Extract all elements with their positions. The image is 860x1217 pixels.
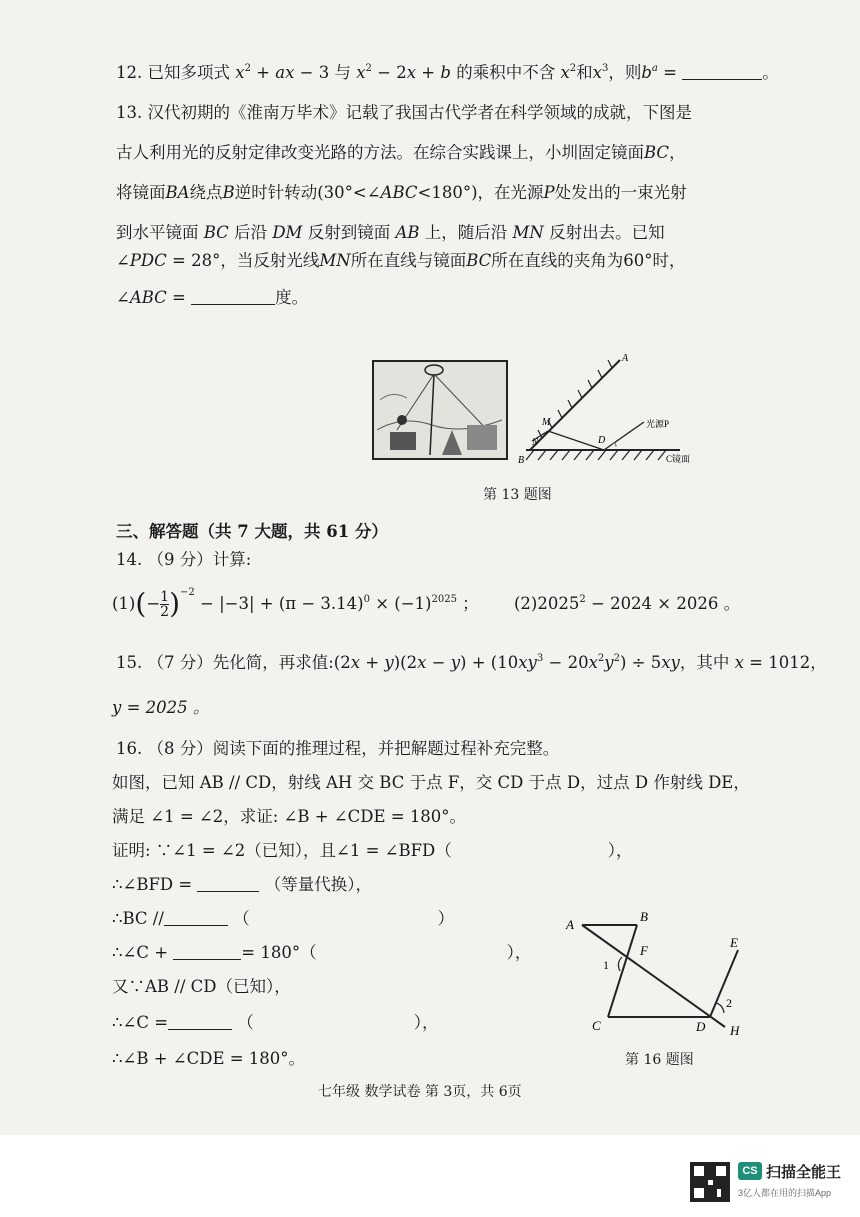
q16-line-1: 如图，已知 AB // CD，射线 AH 交 BC 于点 F，交 CD 于点 D，过点 D 作射线 DE， bbox=[112, 773, 750, 792]
q16-step-7: ∴∠B + ∠CDE = 180°。 bbox=[112, 1049, 306, 1068]
q14-p2-label: (2) bbox=[514, 594, 538, 613]
q13-l3e: 处发出的一束光射 bbox=[554, 183, 687, 202]
q13-line-4: 到水平镜面 BC 后沿 DM 反射到镜面 AB 上，随后沿 MN 反射出去。已知 bbox=[116, 223, 665, 242]
q13-line-2: 古人利用光的反射定律改变光路的方法。在综合实践课上，小圳固定镜面BC， bbox=[116, 143, 686, 162]
q14-part-1: (1)(− $\frac{1}{2}$ )$^{-2} - |-3| + (\pi - 3.14)^0 \times (-1)^{2025}$ ； bbox=[112, 587, 479, 620]
q16-step-5: 又∵AB // CD（已知）， bbox=[112, 977, 291, 996]
q16-step-2 bbox=[112, 874, 372, 896]
scanner-slogan: 3亿人都在用的扫描App bbox=[738, 1188, 832, 1198]
camscanner-logo: CS bbox=[738, 1162, 762, 1180]
q13-line-1: 13. 汉代初期的《淮南万毕术》记载了我国古代学者在科学领域的成就，下图是 bbox=[116, 103, 692, 122]
q16-label-a: A bbox=[566, 917, 574, 932]
q13-label-mirror: C镜面 bbox=[666, 454, 691, 464]
q14-part-2: $(2)2025^2 - 2024 \times 2026$ 。 bbox=[514, 594, 741, 613]
q12-suffix: 的乘积中不含 bbox=[456, 63, 556, 82]
q16-blank-2[interactable] bbox=[197, 875, 259, 892]
q13-l5a: 当反射光线 bbox=[236, 251, 320, 270]
q13-l5b: 所在直线与镜面 bbox=[350, 251, 467, 270]
q14-p1-label: (1) bbox=[112, 594, 136, 613]
q13-line-5: ∠PDC = 28°，当反射光线MN所在直线与镜面BC所在直线的夹角为60°时， bbox=[116, 251, 686, 270]
q13-l3c: 逆时针转动 bbox=[234, 183, 318, 202]
q13-answer-blank[interactable] bbox=[191, 288, 275, 305]
q12-end: 。 bbox=[762, 63, 779, 82]
q13-label-source: 光源P bbox=[646, 419, 670, 429]
q16-label-b: B bbox=[640, 909, 648, 924]
q16-s3a: ∴BC // bbox=[112, 909, 164, 928]
q16-label-angle1: 1 bbox=[603, 958, 609, 972]
q16-s3b: （ bbox=[233, 909, 250, 928]
q16-label-angle2: 2 bbox=[726, 996, 732, 1010]
q16-line-2: 满足 ∠1 = ∠2，求证: ∠B + ∠CDE = 180°。 bbox=[112, 807, 467, 826]
q13-l4c: 反射到镜面 bbox=[307, 223, 391, 242]
q14-head: 14. （9 分）计算: bbox=[116, 550, 252, 569]
q16-s6end: ）， bbox=[413, 1013, 439, 1032]
scanner-footer bbox=[0, 1135, 860, 1217]
q15-line-2: y = 2025 。 bbox=[112, 698, 210, 717]
section-3-title: 三、解答题（共 7 大题，共 61 分） bbox=[116, 522, 388, 541]
q13-l4d: 上，随后沿 bbox=[424, 223, 508, 242]
q13-label-d: D bbox=[598, 435, 606, 446]
q13-line-2-text: 古人利用光的反射定律改变光路的方法。在综合实践课上，小圳固定镜面 bbox=[116, 143, 644, 162]
ancient-illustration bbox=[372, 360, 508, 460]
q13-label-a: A bbox=[622, 353, 629, 364]
q16-label-e: E bbox=[730, 935, 738, 950]
q13-l3d: ，在光源 bbox=[477, 183, 544, 202]
q13-l3b: 绕点 bbox=[189, 183, 223, 202]
q16-figure-caption: 第 16 题图 bbox=[625, 1052, 694, 1068]
q16-s1: 证明: ∵∠1 = ∠2（已知），且∠1 = ∠BFD（ bbox=[112, 841, 452, 860]
q16-step-3 bbox=[112, 908, 454, 930]
q16-blank-4[interactable] bbox=[173, 943, 241, 960]
q12-prefix: 12. 已知多项式 bbox=[116, 63, 230, 82]
q13-line-6: ∠ABC = 度。 bbox=[116, 288, 309, 307]
q16-blank-6[interactable] bbox=[168, 1013, 232, 1030]
q12-and: 和 bbox=[576, 63, 593, 82]
q16-label-d: D bbox=[696, 1019, 706, 1034]
q13-figure-caption: 第 13 题图 bbox=[483, 487, 552, 503]
q13-label-b: B bbox=[518, 455, 525, 465]
q13-line-3: 将镜面BA绕点B逆时针转动(30°<∠ABC<180°)，在光源P处发出的一束光射 bbox=[116, 183, 687, 202]
q16-head: 16. （8 分）阅读下面的推理过程，并把解题过程补充完整。 bbox=[116, 739, 560, 758]
qr-code-icon bbox=[690, 1162, 730, 1202]
q16-label-c: C bbox=[592, 1018, 601, 1033]
q13-l5c: 所在直线的夹角为60°时， bbox=[491, 251, 686, 270]
q16-s4b: = 180°（ bbox=[241, 943, 317, 962]
q15-where: ，其中 bbox=[679, 653, 730, 672]
q16-s4a: ∴∠C + bbox=[112, 943, 169, 962]
q16-label-f: F bbox=[640, 943, 648, 958]
q15-line-1: 15. （7 分）先化简，再求值:(2x + $y)(2x - y) + (10xy^3 - 20x^2y^2) \div 5xy$，其中 x = 1012， bbox=[116, 653, 827, 672]
q13-l4e: 反射出去。已知 bbox=[549, 223, 665, 242]
q16-step-1 bbox=[112, 840, 633, 862]
page-footer: 七年级 数学试卷 第 3页，共 6页 bbox=[318, 1084, 522, 1100]
q16-label-h: H bbox=[730, 1023, 740, 1038]
q16-s6a: ∴∠C = bbox=[112, 1013, 169, 1032]
q16-step-6 bbox=[112, 1012, 439, 1034]
q16-step-4 bbox=[112, 942, 531, 964]
scanner-app-name: 扫描全能王 bbox=[766, 1164, 842, 1181]
q16-blank-3[interactable] bbox=[164, 909, 228, 926]
q12-tail: ，则 bbox=[608, 63, 642, 82]
q16-s2b: （等量代换）， bbox=[264, 875, 372, 894]
q13-label-m: M bbox=[542, 417, 551, 428]
q12-answer-blank[interactable] bbox=[682, 63, 762, 80]
q16-s4end: ）， bbox=[506, 943, 532, 962]
q15-head: 15. （7 分）先化简，再求值: bbox=[116, 653, 334, 672]
q13-l3a: 将镜面 bbox=[116, 183, 166, 202]
q16-s3end: ） bbox=[437, 909, 455, 928]
q16-s1end: ）， bbox=[607, 841, 633, 860]
q13-l4a: 到水平镜面 bbox=[116, 223, 199, 242]
q13-label-n: N bbox=[532, 437, 539, 447]
q13-l6: 度。 bbox=[275, 288, 309, 307]
q16-s2a: ∴∠BFD = bbox=[112, 875, 193, 894]
q16-s6b: （ bbox=[237, 1013, 254, 1032]
q12-mid: 与 bbox=[334, 63, 351, 82]
question-12: 12. 已知多项式 $x^2$ + ax − 3 与 $x^2 - 2x + b$ 的乘积中不含 $x^2$和$x^3$，则$b^a$ = 。 bbox=[116, 63, 779, 82]
q16-figure bbox=[560, 905, 760, 1040]
q13-mirror-diagram bbox=[512, 345, 712, 465]
q13-l4b: 后沿 bbox=[234, 223, 268, 242]
